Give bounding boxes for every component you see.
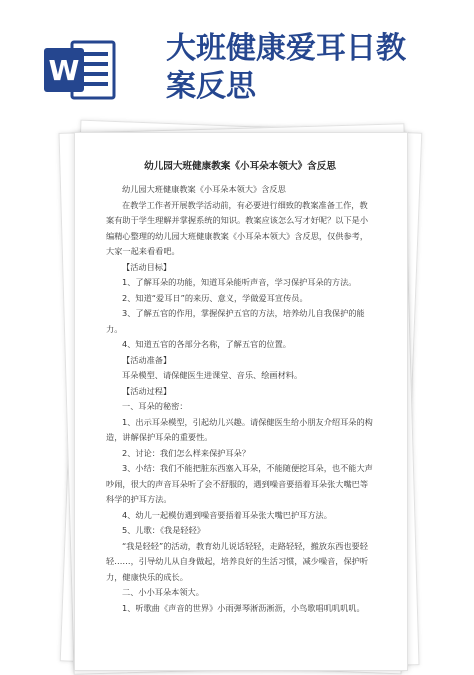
page-title-line-1: 大班健康爱耳日教 <box>166 31 406 66</box>
section-heading: 【活动准备】 <box>122 354 172 365</box>
paragraph: 一、耳朵的秘密： <box>122 401 188 411</box>
word-icon-letter: W <box>48 54 80 87</box>
paragraph: 3、小结：我们不能把脏东西塞入耳朵，不能随便挖耳朵，也不能大声吵闹，很大的声音耳朵听了会不舒服的，遇到噪音要捂着耳朵张大嘴巴等科学的护耳方法。 <box>106 463 373 504</box>
paragraph: 1、听歌曲《声音的世界》小雨弹琴淅沥淅沥，小鸟歌唱叽叽叽叽。 <box>122 602 365 613</box>
section-heading: 【活动目标】 <box>122 261 172 272</box>
paragraph: 耳朵模型、请保健医生进课堂、音乐、绘画材料。 <box>122 370 303 380</box>
page-title-line-2: 案反思 <box>166 69 256 104</box>
paragraph: 2、讨论：我们怎么样来保护耳朵？ <box>122 447 251 458</box>
paragraph: “我是轻轻”的活动，教育幼儿说话轻轻，走路轻轻，搬放东西也要轻轻……，引导幼儿从自身做起，培养良好的生活习惯，减少噪音，保护听力，健康快乐的成长。 <box>106 540 369 582</box>
paragraph: 4、知道五官的各部分名称，了解五官的位置。 <box>122 339 291 349</box>
paragraph: 4、幼儿一起模仿遇到噪音要捂着耳朵张大嘴巴护耳方法。 <box>122 509 332 520</box>
page-title <box>166 30 466 106</box>
paragraph: 3、了解五官的作用，掌握保护五官的方法，培养幼儿自我保护的能力。 <box>106 308 365 334</box>
paragraph: 在教学工作者开展教学活动前，有必要进行细致的教案准备工作，教案有助于学生理解并掌握系统的知识。教案应该怎么写才好呢？以下是小编精心整理的幼儿园大班健康教案《小耳朵本领大》含反思，仅供参考，大家一起来看看吧。 <box>106 199 369 256</box>
header <box>0 0 474 130</box>
paragraph: 1、了解耳朵的功能，知道耳朵能听声音，学习保护耳朵的方法。 <box>122 277 357 287</box>
paragraph: 幼儿园大班健康教案《小耳朵本领大》含反思 <box>122 184 286 194</box>
document-title: 幼儿园大班健康教案《小耳朵本领大》含反思 <box>144 161 336 172</box>
paragraph: 二、小小耳朵本领大。 <box>122 587 204 597</box>
document-body <box>106 160 374 616</box>
word-document-icon <box>42 38 116 102</box>
paragraph: 2、知道“爱耳日”的来历、意义，学做爱耳宣传员。 <box>122 292 308 303</box>
paragraph: 5、儿歌：《我是轻轻》 <box>122 525 205 535</box>
paragraph: 1、出示耳朵模型，引起幼儿兴趣。请保健医生给小朋友介绍耳朵的构造，讲解保护耳朵的重要性。 <box>106 416 373 442</box>
section-heading: 【活动过程】 <box>122 385 172 396</box>
